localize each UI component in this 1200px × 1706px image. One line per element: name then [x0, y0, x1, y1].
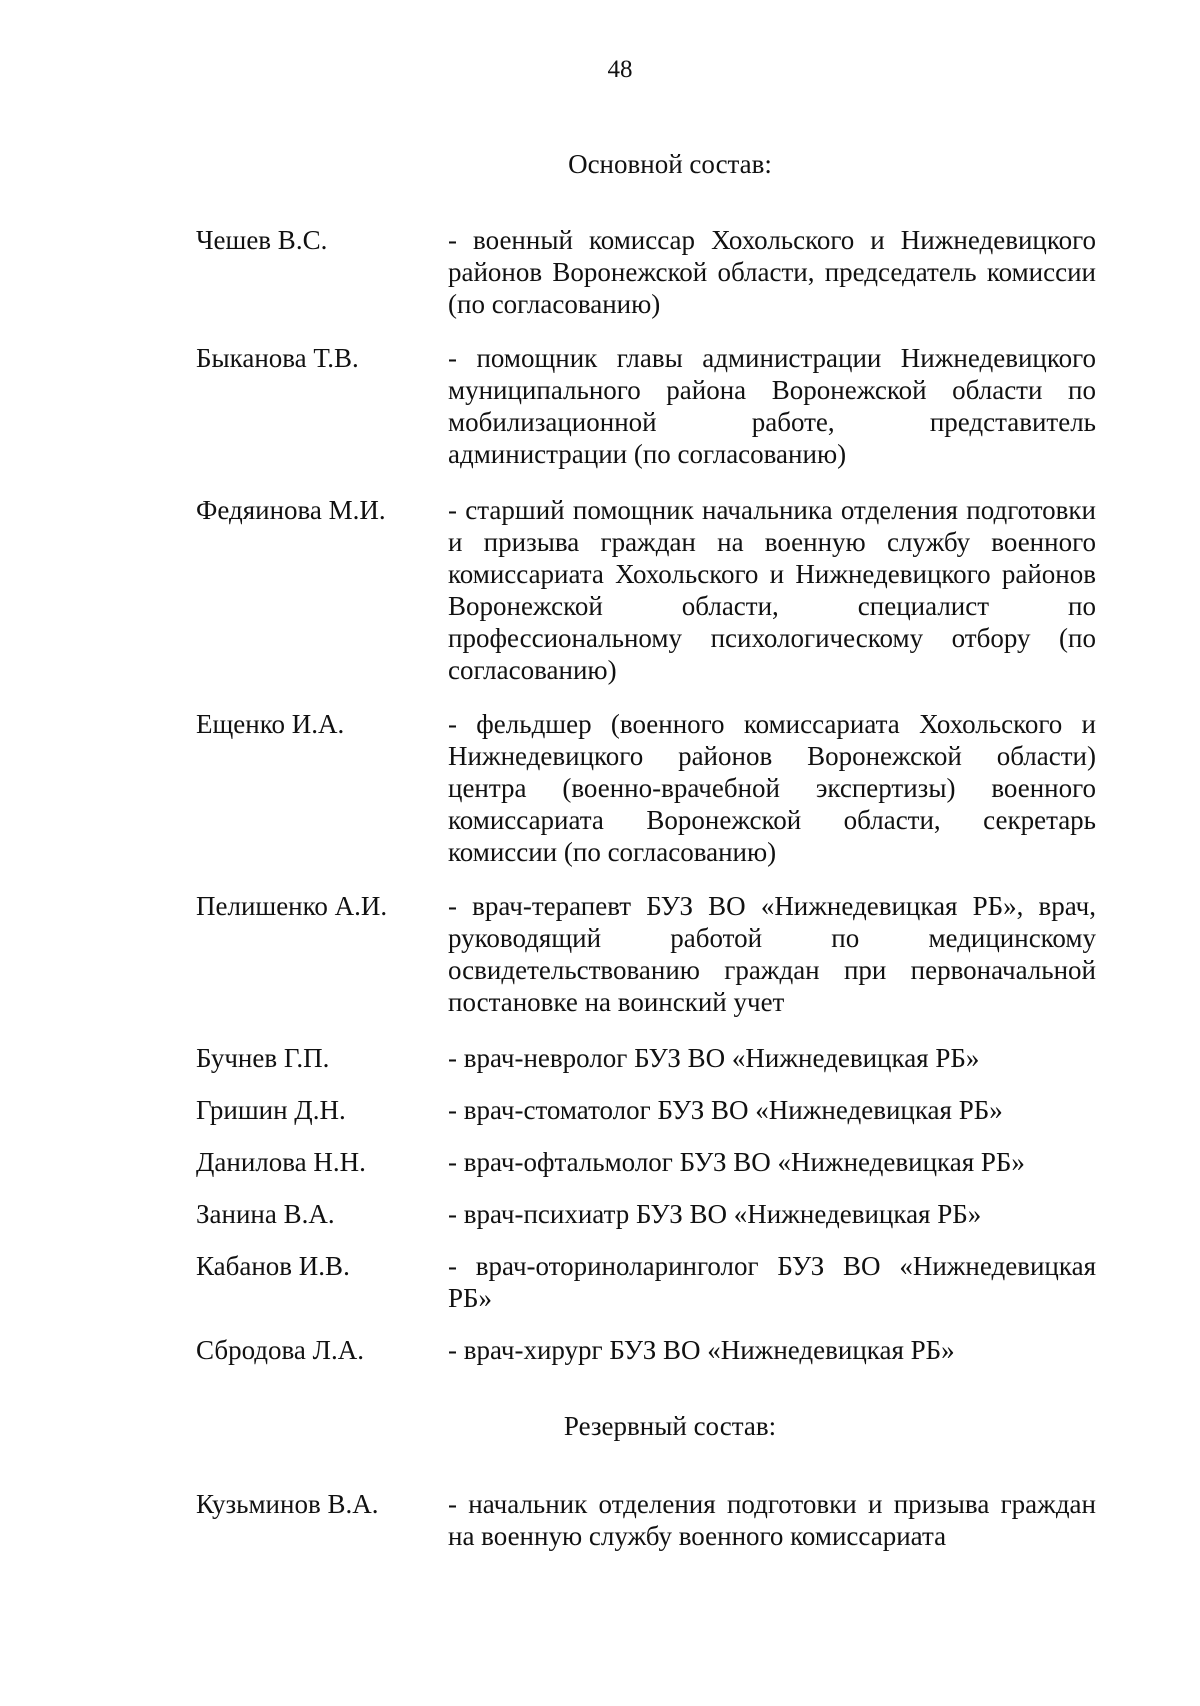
member-role: - помощник главы администрации Нижнедевицкого муниципального района Воронежской области по мобилизационной работе, представитель администрации (по согласованию)	[448, 343, 1096, 469]
member-name: Ещенко И.А.	[196, 709, 345, 739]
member-name: Гришин Д.Н.	[196, 1095, 346, 1125]
member-entry	[196, 1146, 1096, 1178]
member-name: Чешев В.С.	[196, 225, 328, 255]
member-name: Кабанов И.В.	[196, 1251, 350, 1281]
member-entry	[196, 494, 1096, 686]
main-composition-title: Основной состав:	[568, 149, 772, 179]
member-role: - врач-стоматолог БУЗ ВО «Нижнедевицкая РБ»	[448, 1095, 1003, 1125]
member-name: Бучнев Г.П.	[196, 1043, 330, 1073]
member-role: - начальник отделения подготовки и призыва граждан на военную службу военного комиссариата	[448, 1489, 1096, 1551]
member-role: - врач-офтальмолог БУЗ ВО «Нижнедевицкая РБ»	[448, 1147, 1025, 1177]
page-number: 48	[607, 56, 633, 83]
member-role: - военный комиссар Хохольского и Нижнедевицкого районов Воронежской области, председатель комиссии (по согласованию)	[448, 225, 1096, 319]
reserve-composition-title: Резервный состав:	[563, 1411, 777, 1441]
member-role: - врач-психиатр БУЗ ВО «Нижнедевицкая РБ»	[448, 1199, 982, 1229]
member-entry	[196, 890, 1096, 1018]
member-entry	[196, 708, 1096, 868]
member-entry	[196, 224, 1096, 320]
member-entry	[196, 1334, 1096, 1366]
member-name: Пелишенко А.И.	[196, 891, 388, 921]
member-role: - фельдшер (военного комиссариата Хохольского и Нижнедевицкого районов Воронежской области) центра (военно-врачебной экспертизы) военного комиссариата Воронежской области, секретарь комиссии (по согласованию)	[448, 709, 1096, 867]
member-entry	[196, 342, 1096, 470]
member-role: - старший помощник начальника отделения подготовки и призыва граждан на военную службу военного комиссариата Хохольского и Нижнедевицкого районов Воронежской области, специалист по профессиональному психологическому отбору (по согласованию)	[448, 495, 1096, 685]
member-name: Занина В.А.	[196, 1199, 335, 1229]
member-name: Быканова Т.В.	[196, 343, 359, 373]
member-name: Кузьминов В.А.	[196, 1489, 379, 1519]
member-role: - врач-невролог БУЗ ВО «Нижнедевицкая РБ»	[448, 1043, 980, 1073]
member-role: - врач-оториноларинголог БУЗ ВО «Нижнедевицкая РБ»	[448, 1251, 1096, 1313]
member-entry	[196, 1042, 1096, 1074]
member-role: - врач-терапевт БУЗ ВО «Нижнедевицкая РБ», врач, руководящий работой по медицинскому освидетельствованию граждан при первоначальной постановке на воинский учет	[448, 891, 1096, 1017]
member-entry	[196, 1250, 1096, 1314]
member-name: Сбродова Л.А.	[196, 1335, 364, 1365]
member-entry	[196, 1094, 1096, 1126]
member-name: Данилова Н.Н.	[196, 1147, 366, 1177]
member-entry	[196, 1198, 1096, 1230]
member-role: - врач-хирург БУЗ ВО «Нижнедевицкая РБ»	[448, 1335, 955, 1365]
member-entry	[196, 1488, 1096, 1552]
member-name: Федяинова М.И.	[196, 495, 386, 525]
